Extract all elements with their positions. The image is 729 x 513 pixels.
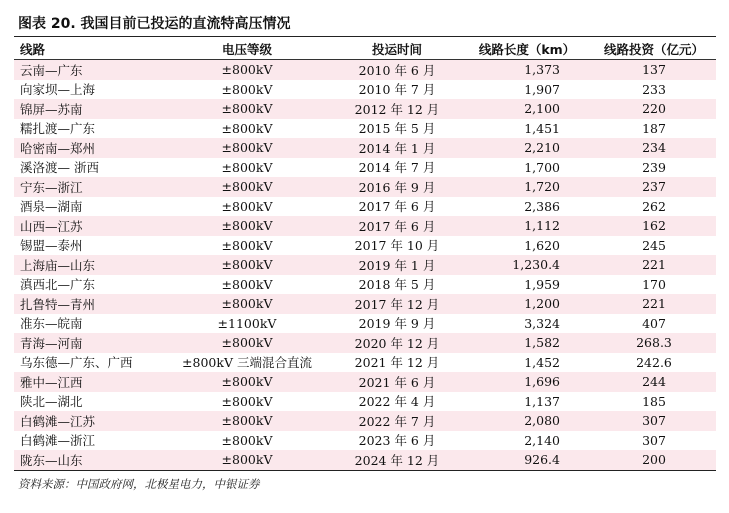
cell-investment: 242.6: [636, 354, 672, 370]
cell-voltage: ±800kV: [162, 99, 332, 119]
cell-investment: 137: [592, 60, 716, 80]
cell-commission-time: 2016 年 9 月: [332, 177, 462, 197]
cell-route: 向家坝—上海: [20, 82, 96, 98]
cell-voltage: ±800kV: [162, 216, 332, 236]
cell-commission-time: 2020 年 12 月: [332, 333, 462, 353]
table-row: [14, 450, 716, 470]
cell-route: 乌东德—广东、广西: [20, 355, 133, 371]
cell-length: 2,140: [524, 432, 560, 448]
cell-route: 上海庙—山东: [14, 255, 162, 275]
cell-route: 白鹤滩—浙江: [20, 433, 96, 449]
cell-route: 酒泉—湖南: [20, 199, 83, 215]
table-row: [14, 353, 716, 373]
cell-length: 2,210: [462, 138, 592, 158]
cell-length: 1,200: [462, 294, 592, 314]
cell-investment: 407: [642, 315, 666, 331]
cell-investment: 307: [642, 432, 666, 448]
cell-voltage: ±800kV: [221, 276, 273, 292]
cell-route: 陕北—湖北: [20, 394, 83, 410]
cell-commission-time: 2017 年 12 月: [332, 294, 462, 314]
cell-commission-time: 2024 年 12 月: [332, 450, 462, 470]
cell-length: 2,100: [462, 99, 592, 119]
cell-voltage: ±800kV: [162, 411, 332, 431]
cell-investment: 244: [592, 372, 716, 392]
cell-commission-time: 2017 年 6 月: [332, 216, 462, 236]
cell-route: 陇东—山东: [14, 450, 162, 470]
cell-investment: 239: [642, 159, 666, 175]
header-investment: 线路投资（亿元）: [592, 38, 716, 60]
table-row: [14, 119, 716, 139]
table-row: [14, 80, 716, 100]
table-row: [14, 314, 716, 334]
table-row: [14, 158, 716, 178]
cell-commission-time: 2021 年 6 月: [332, 372, 462, 392]
cell-length: 1,452: [524, 354, 560, 370]
table-row: [14, 431, 716, 451]
cell-voltage: ±800kV: [162, 333, 332, 353]
cell-voltage: ±800kV: [162, 372, 332, 392]
cell-investment: 268.3: [592, 333, 716, 353]
cell-length: 1,451: [524, 120, 560, 136]
cell-voltage: ±800kV: [221, 432, 273, 448]
header-commission-time: 投运时间: [332, 38, 462, 60]
cell-length: 1,959: [524, 276, 560, 292]
cell-investment: 237: [592, 177, 716, 197]
cell-voltage: ±800kV: [162, 138, 332, 158]
cell-route: 山西—江苏: [14, 216, 162, 236]
cell-investment: 221: [592, 294, 716, 314]
cell-length: 3,324: [524, 315, 560, 331]
cell-length: 1,373: [462, 60, 592, 80]
table-row: [14, 197, 716, 217]
cell-route: 滇西北—广东: [20, 277, 96, 293]
cell-route: 锡盟—泰州: [20, 238, 83, 254]
cell-commission-time: 2023 年 6 月: [358, 433, 436, 449]
cell-investment: 187: [642, 120, 666, 136]
cell-length: 2,080: [462, 411, 592, 431]
cell-route: 云南—广东: [14, 60, 162, 80]
cell-length: 1,720: [462, 177, 592, 197]
cell-route: 扎鲁特—青州: [14, 294, 162, 314]
source-note: 资料来源：中国政府网，北极星电力，中银证券: [18, 476, 260, 491]
cell-voltage: ±800kV: [162, 60, 332, 80]
cell-investment: 162: [592, 216, 716, 236]
cell-voltage: ±800kV: [162, 177, 332, 197]
table-row: [14, 255, 716, 275]
table-row: [14, 275, 716, 295]
cell-route: 宁东—浙江: [14, 177, 162, 197]
cell-commission-time: 2019 年 1 月: [332, 255, 462, 275]
cell-commission-time: 2019 年 9 月: [358, 316, 436, 332]
cell-voltage: ±800kV: [221, 81, 273, 97]
table-body: [14, 60, 716, 471]
table-row: [14, 99, 716, 119]
cell-commission-time: 2022 年 7 月: [332, 411, 462, 431]
cell-commission-time: 2015 年 5 月: [358, 121, 436, 137]
cell-voltage: ±800kV: [162, 450, 332, 470]
cell-length: 1,230.4: [462, 255, 592, 275]
cell-commission-time: 2022 年 4 月: [358, 394, 436, 410]
uhv-dc-table: [14, 38, 716, 471]
table-row: [14, 372, 716, 392]
cell-voltage: ±800kV: [221, 237, 273, 253]
cell-length: 1,582: [462, 333, 592, 353]
cell-length: 1,907: [524, 81, 560, 97]
cell-route: 哈密南—郑州: [14, 138, 162, 158]
cell-commission-time: 2014 年 7 月: [358, 160, 436, 176]
cell-commission-time: 2012 年 12 月: [332, 99, 462, 119]
cell-commission-time: 2017 年 6 月: [358, 199, 436, 215]
table-row: [14, 60, 716, 80]
cell-voltage: ±800kV: [162, 294, 332, 314]
cell-route: 锦屏—苏南: [14, 99, 162, 119]
cell-commission-time: 2010 年 7 月: [358, 82, 436, 98]
cell-commission-time: 2014 年 1 月: [332, 138, 462, 158]
cell-length: 1,112: [462, 216, 592, 236]
cell-voltage: ±800kV: [221, 393, 273, 409]
cell-length: 1,137: [524, 393, 560, 409]
cell-investment: 233: [642, 81, 666, 97]
cell-commission-time: 2021 年 12 月: [354, 355, 440, 371]
table-header-row: [14, 38, 716, 60]
table-row: [14, 411, 716, 431]
cell-voltage: ±800kV: [221, 198, 273, 214]
table-row: [14, 216, 716, 236]
cell-investment: 245: [642, 237, 666, 253]
cell-route: 白鹤滩—江苏: [14, 411, 162, 431]
cell-route: 雅中—江西: [14, 372, 162, 392]
cell-investment: 234: [592, 138, 716, 158]
cell-investment: 221: [592, 255, 716, 275]
cell-investment: 220: [592, 99, 716, 119]
report-figure: [14, 12, 716, 492]
cell-length: 1,700: [524, 159, 560, 175]
cell-length: 1,620: [524, 237, 560, 253]
cell-commission-time: 2017 年 10 月: [354, 238, 440, 254]
cell-voltage: ±800kV: [221, 120, 273, 136]
cell-commission-time: 2010 年 6 月: [332, 60, 462, 80]
table-row: [14, 177, 716, 197]
header-route: 线路: [14, 38, 162, 60]
table-row: [14, 138, 716, 158]
cell-route: 青海—河南: [14, 333, 162, 353]
header-voltage: 电压等级: [162, 38, 332, 60]
figure-title: 图表 20. 我国目前已投运的直流特高压情况: [14, 12, 716, 37]
cell-investment: 185: [642, 393, 666, 409]
cell-investment: 200: [592, 450, 716, 470]
table-row: [14, 392, 716, 412]
header-length: 线路长度（km）: [462, 38, 592, 60]
cell-voltage: ±800kV: [162, 255, 332, 275]
cell-length: 1,696: [462, 372, 592, 392]
cell-investment: 170: [642, 276, 666, 292]
cell-route: 糯扎渡—广东: [20, 121, 96, 137]
cell-route: 准东—皖南: [20, 316, 83, 332]
table-row: [14, 294, 716, 314]
table-row: [14, 333, 716, 353]
cell-investment: 262: [642, 198, 666, 214]
cell-voltage: ±1100kV: [217, 315, 277, 331]
cell-voltage: ±800kV 三端混合直流: [182, 355, 312, 371]
cell-commission-time: 2018 年 5 月: [358, 277, 436, 293]
cell-voltage: ±800kV: [221, 159, 273, 175]
cell-length: 926.4: [462, 450, 592, 470]
cell-route: 溪洛渡— 浙西: [20, 160, 99, 176]
table-row: [14, 236, 716, 256]
cell-investment: 307: [592, 411, 716, 431]
cell-length: 2,386: [524, 198, 560, 214]
